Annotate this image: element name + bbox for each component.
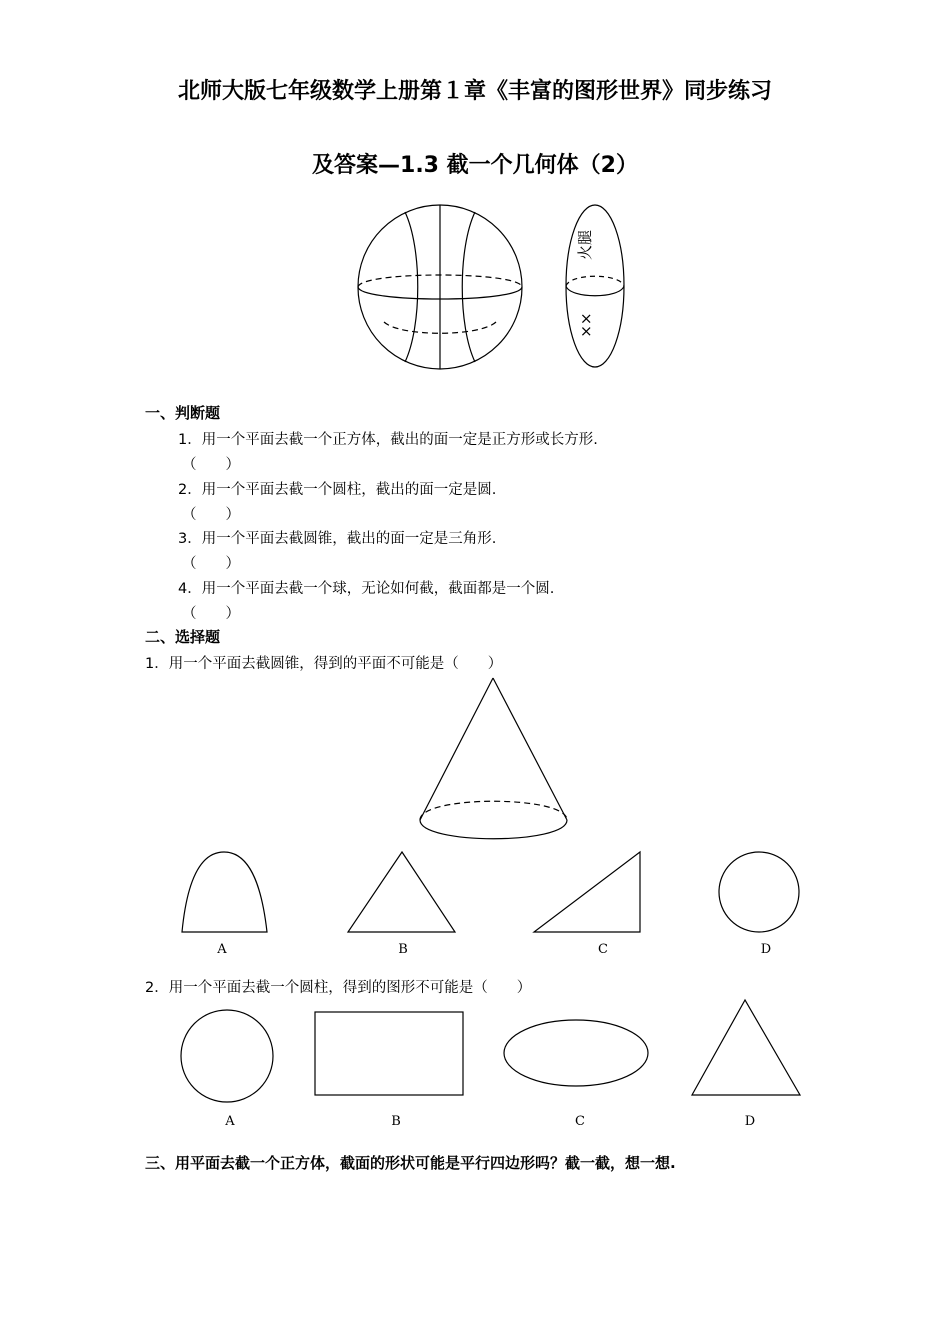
basketball (358, 205, 522, 369)
option-c-ellipse-shape (504, 1020, 648, 1086)
option-a-circle-shape (181, 1010, 273, 1102)
option-b-rectangle-shape (315, 1012, 463, 1095)
option-c-label[interactable]: C (598, 942, 608, 957)
answer-blank-2[interactable]: （ ） (182, 507, 240, 523)
judgment-item-2: 2．用一个平面去截一个圆柱，截出的面一定是圆. (178, 482, 497, 498)
section-2-heading: 二、选择题 (145, 628, 221, 646)
answer-blank-4[interactable]: （ ） (182, 606, 240, 622)
option-b-triangle-shape (348, 852, 455, 932)
option-a-label[interactable]: A (217, 942, 227, 957)
judgment-item-1: 1．用一个平面去截一个正方体，截出的面一定是正方形或长方形. (178, 432, 598, 448)
option-c-label[interactable]: C (575, 1114, 585, 1129)
option-b-label[interactable]: B (391, 1114, 401, 1129)
section-3-heading: 三、用平面去截一个正方体，截面的形状可能是平行四边形吗？截一截，想一想. (145, 1154, 676, 1172)
option-a-label[interactable]: A (225, 1114, 235, 1129)
page-title-line-1: 北师大版七年级数学上册第１章《丰富的图形世界》同步练习 (177, 79, 772, 104)
choice-question-2: 2．用一个平面去截一个圆柱，得到的图形不可能是（ ） (145, 980, 532, 996)
cylinder-options-figure (0, 995, 950, 1145)
balls-figure (0, 0, 950, 380)
cone-options-figure (0, 670, 950, 970)
section-1-heading: 一、判断题 (145, 404, 221, 422)
rugby-ball-text-bottom: ×× (577, 312, 595, 338)
choice-question-1: 1．用一个平面去截圆锥，得到的平面不可能是（ ） (145, 656, 503, 672)
answer-blank-1[interactable]: （ ） (182, 457, 240, 473)
answer-blank-3[interactable]: （ ） (182, 556, 240, 572)
page-title-line-2: 及答案—1.3 截一个几何体（2） (312, 153, 638, 178)
judgment-item-3: 3．用一个平面去截圆锥，截出的面一定是三角形. (178, 531, 497, 547)
rugby-ball (566, 205, 624, 367)
cone-figure (420, 678, 567, 839)
option-d-circle-shape (719, 852, 799, 932)
option-d-label[interactable]: D (744, 1114, 756, 1129)
option-c-right-triangle-shape (534, 852, 640, 932)
option-d-label[interactable]: D (760, 942, 772, 957)
option-b-label[interactable]: B (398, 942, 408, 957)
rugby-ball-text-top: 火腿 (576, 229, 594, 261)
option-d-triangle-shape (692, 1000, 800, 1095)
judgment-item-4: 4．用一个平面去截一个球，无论如何截，截面都是一个圆. (178, 581, 555, 597)
option-a-parabola-shape (182, 852, 267, 932)
